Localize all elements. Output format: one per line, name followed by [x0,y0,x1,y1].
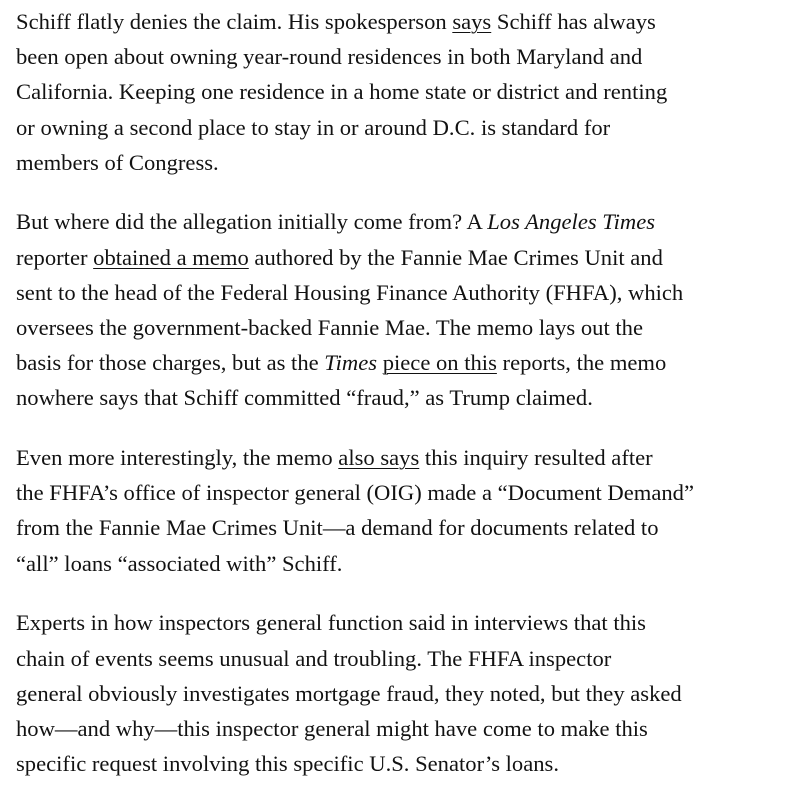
text-line [16,380,787,415]
inline-link[interactable]: obtained a memo [93,244,249,270]
text-line [16,440,787,475]
text-span: authored by the Fannie Mae Crimes Unit and [248,244,663,270]
text-span: reporter [16,244,94,270]
text-line [16,676,787,711]
text-span: from the Fannie Mae Crimes Unit—a demand for documents related to [16,515,659,541]
text-span: nowhere says that Schiff committed “fraud,” as Trump claimed. [16,385,593,411]
text-line [16,475,787,510]
text-span: chain of events seems unusual and troubling. The FHFA inspector [16,645,612,671]
text-line [16,204,787,239]
inline-link[interactable]: also says [338,445,420,471]
italic-text: Los Angeles Times [487,209,656,235]
inline-link[interactable]: piece on this [382,350,497,376]
article-paragraph [16,605,787,781]
text-span: Schiff flatly denies the claim. His spokesperson [16,9,453,34]
text-line [16,240,787,275]
text-span: Experts in how inspectors general function said in interviews that this [16,610,646,636]
article-paragraph [16,4,787,180]
italic-text: Times [324,350,378,376]
text-span: oversees the government-backed Fannie Mae. The memo lays out the [16,315,643,340]
inline-link[interactable]: says [452,9,492,34]
text-span: or owning a second place to stay in or around D.C. is standard for [16,114,611,140]
text-span: “all” loans “associated with” Schiff. [16,550,343,576]
text-line [16,74,787,109]
text-span: this inquiry resulted after [419,445,653,471]
text-span: specific request involving this specific U.S. Senator’s loans. [16,751,559,777]
text-line [16,275,787,310]
text-line [16,39,787,74]
text-span: the FHFA’s office of inspector general (OIG) made a “Document Demand” [16,480,694,506]
text-line [16,310,787,345]
text-line [16,4,787,39]
text-line [16,345,787,380]
text-span: reports, the memo [496,350,667,376]
text-line [16,711,787,746]
text-span: members of Congress. [16,149,219,175]
text-span: Even more interestingly, the memo [16,445,339,471]
text-span: how—and why—this inspector general might have come to make this [16,715,648,741]
text-span: general obviously investigates mortgage fraud, they noted, but they asked [16,680,682,706]
article-paragraph [16,440,787,581]
text-line [16,510,787,545]
article-body [16,4,787,806]
text-line [16,605,787,640]
text-span: been open about owning year-round residences in both Maryland and [16,44,643,70]
text-line [16,110,787,145]
text-span: California. Keeping one residence in a home state or district and renting [16,79,668,105]
text-span: basis for those charges, but as the [16,350,325,376]
text-span: But where did the allegation initially come from? A [16,209,488,235]
text-span: Schiff has always [491,9,656,34]
text-line [16,145,787,180]
text-span: sent to the head of the Federal Housing Finance Authority (FHFA), which [16,279,684,305]
text-line [16,546,787,581]
article-paragraph [16,204,787,415]
text-line [16,641,787,676]
text-line [16,746,787,781]
